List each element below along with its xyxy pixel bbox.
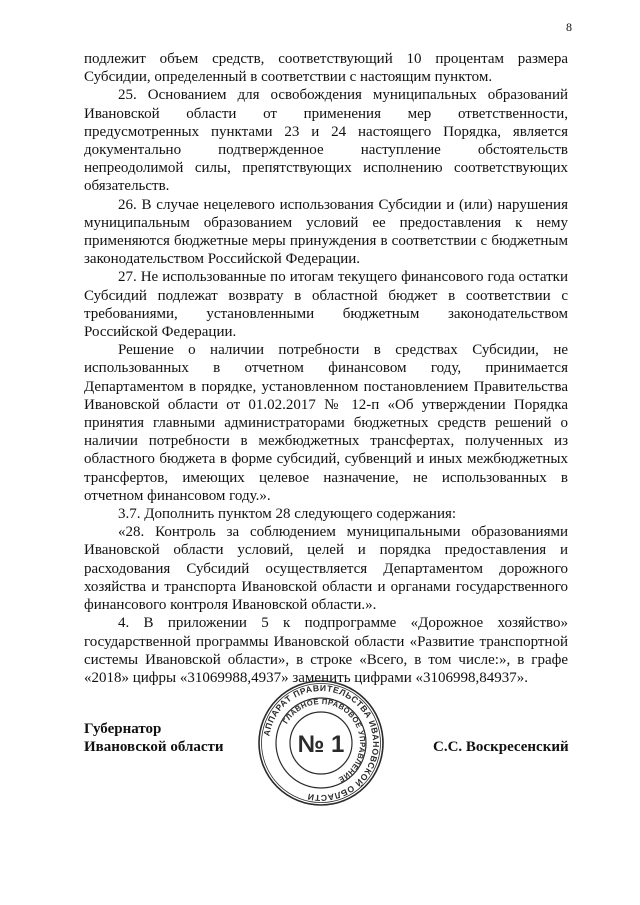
page-number: 8 — [566, 20, 572, 34]
paragraph-27: 27. Не использованные по итогам текущего финансового года остатки Субсидий подлежат возврату в областной бюджет в соответствии с требованиями, установленными бюджетным законодательством Российской Федерации. — [84, 269, 568, 341]
paragraph-continuation: подлежит объем средств, соответствующий 10 процентам размера Субсидии, определенный в соответствии с настоящим пунктом. — [84, 51, 568, 86]
paragraph-decision: Решение о наличии потребности в средствах Субсидии, не использованных в отчетном финансовом году, принимается Департаментом в порядке, установленном постановлением Правительства Ивановской области от 01.02.2017 № 12-п «Об утверждении Порядка принятия главными администраторами бюджетных средств решений о наличии потребности в межбюджетных трансфертах, полученных из областного бюджета в форме субсидий, субвенций и иных межбюджетных трансфертов, имеющих целевое назначение, не использованных в отчетном финансовом году.». — [84, 342, 568, 504]
signature-title — [84, 720, 224, 756]
seal-inner-text: ГЛАВНОЕ ПРАВОВОЕ УПРАВЛЕНИЕ — [280, 696, 368, 785]
signature-title-line1: Губернатор — [84, 721, 162, 737]
paragraph-3-7: 3.7. Дополнить пунктом 28 следующего содержания: — [118, 506, 457, 523]
official-seal-stamp — [256, 678, 386, 808]
signer-name: С.С. Воскресенский — [433, 739, 569, 755]
paragraph-28: «28. Контроль за соблюдением муниципальными образованиями Ивановской области условий, целей и порядка предоставления и расходования Субсидий осуществляется Департаментом дорожного хозяйства и транспорта Ивановской области и органами государственного финансового контроля Ивановской области.». — [84, 524, 568, 614]
signature-title-line2: Ивановской области — [84, 739, 224, 755]
seal-outer-text: АППАРАТ ПРАВИТЕЛЬСТВА ИВАНОВСКОЙ ОБЛАСТИ — [261, 682, 382, 804]
paragraph-26: 26. В случае нецелевого использования Субсидии и (или) нарушения муниципальным образованием условий ее предоставления к нему применяются бюджетные меры принуждения в соответствии с бюджетным законодательством Российской Федерации. — [84, 196, 568, 268]
seal-center-number: № 1 — [297, 731, 345, 758]
paragraph-25: 25. Основанием для освобождения муниципальных образований Ивановской области от применения мер ответственности, предусмотренных пунктами 23 и 24 настоящего Порядка, является документально подтвержденное наступление обстоятельств непреодолимой силы, препятствующих исполнению соответствующих обязательств. — [84, 87, 568, 195]
document-body — [84, 50, 568, 687]
paragraph-4: 4. В приложении 5 к подпрограмме «Дорожное хозяйство» государственной программы Ивановской области «Развитие транспортной системы Ивановской области», в строке «Всего, в том числе:», в графе «2018» цифры «31069988,4937» заменить цифрами «3106998,84937». — [84, 615, 568, 686]
